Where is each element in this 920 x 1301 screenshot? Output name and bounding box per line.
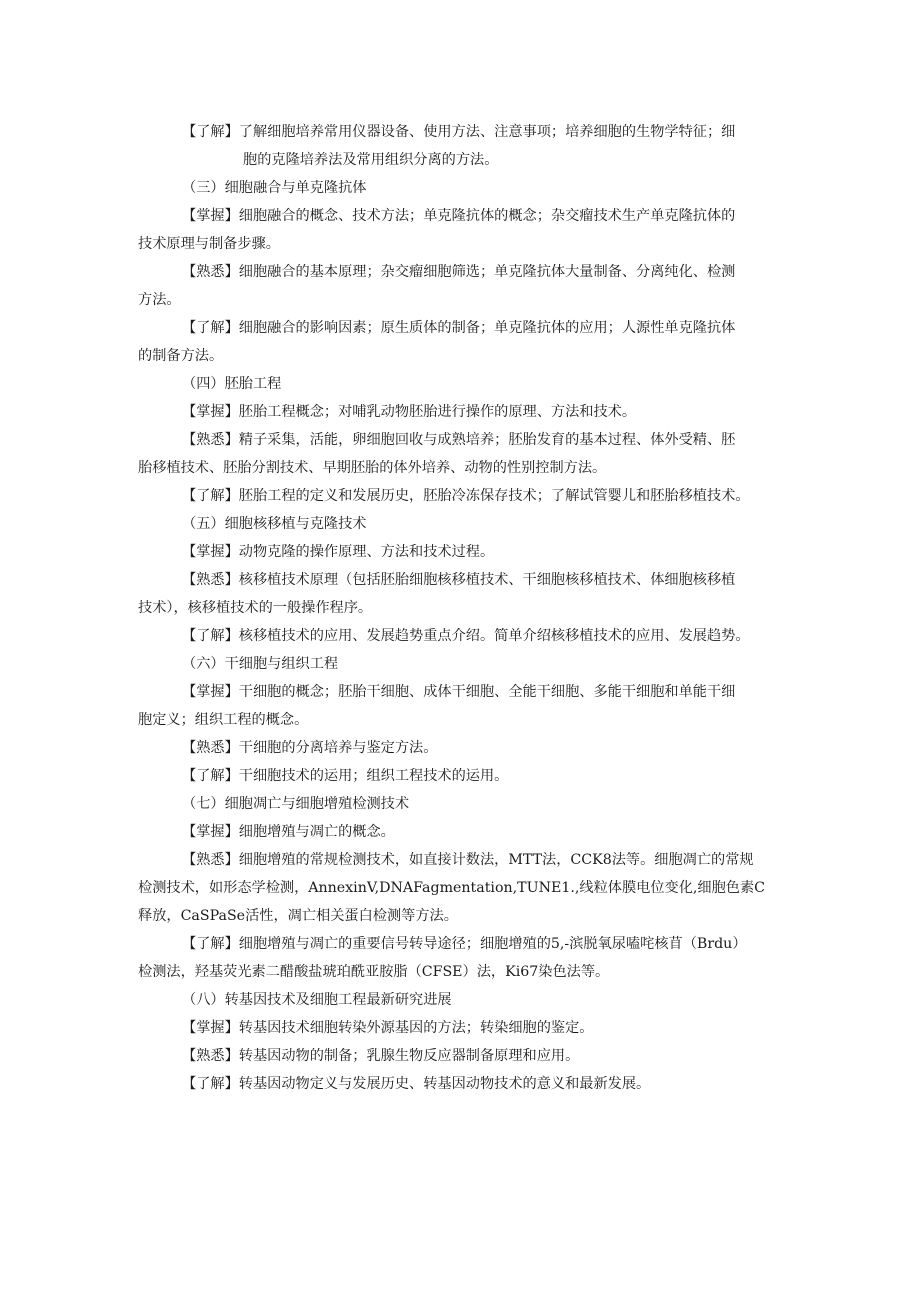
familiar-item: 【熟悉】核移植技术原理（包括胚胎细胞核移植技术、干细胞核移植技术、体细胞核移植 xyxy=(182,572,736,588)
understand-item-continuation: 检测法，羟基荧光素二醋酸盐琥珀酰亚胺脂（CFSE）法，Ki67染色法等。 xyxy=(138,964,610,980)
understand-item: 【了解】干细胞技术的运用；组织工程技术的运用。 xyxy=(182,768,509,784)
master-item-continuation: 技术原理与制备步骤。 xyxy=(138,236,280,252)
understand-item: 【了解】了解细胞培养常用仪器设备、使用方法、注意事项；培养细胞的生物学特征；细 xyxy=(182,124,736,140)
understand-item-continuation: 的制备方法。 xyxy=(138,348,224,364)
familiar-item-continuation: 胎移植技术、胚胎分割技术、早期胚胎的体外培养、动物的性别控制方法。 xyxy=(138,460,607,476)
section-heading: （四）胚胎工程 xyxy=(182,376,282,392)
document-body xyxy=(138,118,793,1098)
master-item: 【掌握】细胞融合的概念、技术方法；单克隆抗体的概念；杂交瘤技术生产单克隆抗体的 xyxy=(182,208,736,224)
understand-item: 【了解】转基因动物定义与发展历史、转基因动物技术的意义和最新发展。 xyxy=(182,1076,651,1092)
understand-item: 【了解】核移植技术的应用、发展趋势重点介绍。简单介绍核移植技术的应用、发展趋势。 xyxy=(182,628,750,644)
familiar-item: 【熟悉】细胞增殖的常规检测技术，如直接计数法，MTT法，CCK8法等。细胞凋亡的常规 xyxy=(182,852,754,868)
familiar-item-continuation: 检测技术，如形态学检测，AnnexinV,DNAFagmentation,TUNE1.,线粒体膜电位变化,细胞色素C xyxy=(138,880,765,896)
master-item: 【掌握】胚胎工程概念；对哺乳动物胚胎进行操作的原理、方法和技术。 xyxy=(182,404,637,420)
understand-item-continuation: 胞的克隆培养法及常用组织分离的方法。 xyxy=(243,152,499,168)
familiar-item-continuation: 方法。 xyxy=(138,292,181,308)
master-item: 【掌握】干细胞的概念；胚胎干细胞、成体干细胞、全能干细胞、多能干细胞和单能干细 xyxy=(182,684,736,700)
section-heading: （七）细胞凋亡与细胞增殖检测技术 xyxy=(182,796,410,812)
familiar-item: 【熟悉】细胞融合的基本原理；杂交瘤细胞筛选；单克隆抗体大量制备、分离纯化、检测 xyxy=(182,264,736,280)
master-item-continuation: 胞定义；组织工程的概念。 xyxy=(138,712,309,728)
familiar-item-continuation: 释放，CaSPaSe活性，凋亡相关蛋白检测等方法。 xyxy=(138,908,458,924)
master-item: 【掌握】动物克隆的操作原理、方法和技术过程。 xyxy=(182,544,495,560)
understand-item: 【了解】细胞融合的影响因素；原生质体的制备；单克隆抗体的应用；人源性单克隆抗体 xyxy=(182,320,736,336)
familiar-item: 【熟悉】转基因动物的制备；乳腺生物反应器制备原理和应用。 xyxy=(182,1048,580,1064)
section-heading: （八）转基因技术及细胞工程最新研究进展 xyxy=(182,992,452,1008)
understand-item: 【了解】细胞增殖与凋亡的重要信号转导途径；细胞增殖的5,-滨脱氧尿嗑咤核苜（Brdu） xyxy=(182,936,747,952)
master-item: 【掌握】转基因技术细胞转染外源基因的方法；转染细胞的鉴定。 xyxy=(182,1020,594,1036)
section-heading: （五）细胞核移植与克隆技术 xyxy=(182,516,367,532)
section-heading: （六）干细胞与组织工程 xyxy=(182,656,339,672)
section-heading: （三）细胞融合与单克隆抗体 xyxy=(182,180,367,196)
familiar-item-continuation: 技术），核移植技术的一般操作程序。 xyxy=(138,600,373,616)
familiar-item: 【熟悉】精子采集，活能，卵细胞回收与成熟培养；胚胎发育的基本过程、体外受精、胚 xyxy=(182,432,736,448)
familiar-item: 【熟悉】干细胞的分离培养与鉴定方法。 xyxy=(182,740,438,756)
understand-item: 【了解】胚胎工程的定义和发展历史，胚胎冷冻保存技术；了解试管婴儿和胚胎移植技术。 xyxy=(182,488,750,504)
master-item: 【掌握】细胞增殖与凋亡的概念。 xyxy=(182,824,395,840)
